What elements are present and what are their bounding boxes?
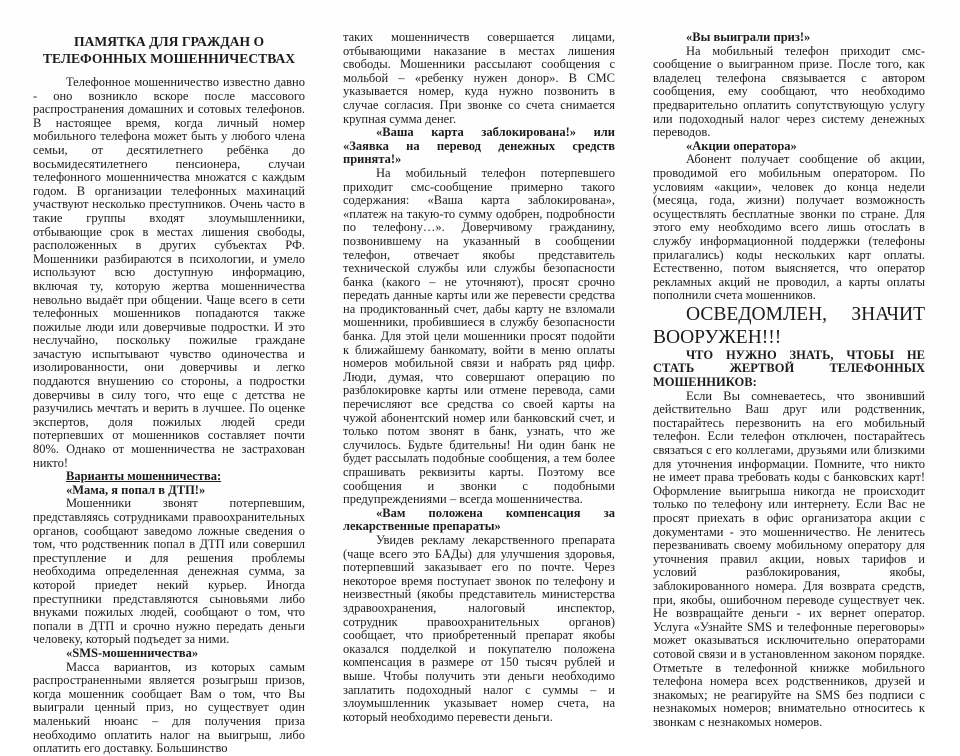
dtp-heading: «Мама, я попал в ДТП!» [66, 482, 206, 497]
page-title-line2: ТЕЛЕФОННЫХ МОШЕННИЧЕСТВАХ [42, 51, 296, 66]
sms-heading: «SMS-мошенничества» [66, 645, 199, 660]
column-1 [33, 31, 305, 756]
card-blocked-paragraph: На мобильный телефон потерпевшего приходит смс-сообщение примерно такого содержания: «Ваша карта заблокирована», «платеж на такую-то сумму одобрен, подробности по телефону…». Доверчивому гражданину, позвонившему на указанный в сообщении телефон, отвечает якобы представитель технической службы или службы безопасности банка (какого – не уточняют), просят срочно передать данные карты или же перевести средства на продиктованный счет, дабы карту не взломали мошенники, пробившиеся в службу безопасности банка. Для этой цели мошенники просят подойти к ближайшему банкомату, войти в меню оплаты номеров мобильной связи и набрать ряд цифр. Люди, думая, что совершают операцию по разблокировке карты или отмене перевода, сами перечисляют все средства со своей карты на чужой абонентский номер или банковский счет, и только потом звонят в банк, узнать, что же случилось. Будьте бдительны! Ни один банк не будет рассылать подобные сообщения, а тем более спрашивать реквизиты карты. Поэтому все сообщения и звонки с подобными предупреждениями – всегда мошенничества. [343, 165, 615, 507]
compensation-heading: «Вам положена компенсация за лекарственные препараты» [343, 505, 615, 534]
dtp-paragraph: Мошенники звонят потерпевшим, представляясь сотрудниками правоохранительных органов, сообщают заведомо ложные сведения о том, что родственник попал в ДТП или совершил преступление и для решения проблемы необходима определенная денежная сумма, за которой приедет некий курьер. Иногда преступники представляются сыновьями либо внуками пожилых людей, сообщают о том, что попали в ДТП и срочно нужно передать деньги человеку, который подъедет за ними. [33, 496, 305, 647]
intro-paragraph: Телефонное мошенничество известно давно - оно возникло вскоре после массового распространения домашних и сотовых телефонов. В настоящее время, когда личный номер мобильного телефона может быть у любого члена семьи, от десятилетнего ребёнка до восьмидесятилетнего пенсионера, случаи телефонного мошенничества множатся с каждым годом. В организации телефонных махинаций участвуют несколько преступников. Очень часто в такие группы входят злоумышленники, отбывающие срок в местах лишения свободы, расположенных в других субъектах РФ. Мошенники разбираются в психологии, и умело используют всю доступную информацию, включая ту, которую жертва мошенничества невольно выдаёт при общении. Чаще всего в сети телефонных мошенников попадаются также пожилые люди или доверчивые подростки. И это неслучайно, поскольку пожилые граждане зачастую испытывают чувство одиночества и изолированности, они доверчивы и легко поддаются внушению со стороны, а подростки доверчивы в силу того, что еще с детства не разучились мечтать и верить в лучшее. По оценке экспертов, доля пожилых людей среди потерпевших от мошенников составляет почти 80%. Однако от мошенничества не застрахован никто! [33, 75, 305, 470]
variants-heading: Варианты мошенничества: [66, 469, 222, 484]
column-3 [653, 30, 925, 729]
operator-promo-paragraph: Абонент получает сообщение об акции, проводимой его мобильным оператором. По условиям «акции», человек до конца недели (месяца, года, жизни) получает возможность осуществлять бесплатные звонки по стране. Для этого ему необходимо всего лишь отослать в службу информационной поддержки (телефоны прилагались) коды нескольких карт оплаты. Естественно, потом выясняется, что оператор рекламных акций не проводил, а карты оплаты пополнили счета мошенников. [653, 152, 925, 303]
page-title [33, 33, 305, 67]
what-to-know-paragraph: Если Вы сомневаетесь, что звонивший действительно Ваш друг или родственник, постарайтесь перезвонить на его мобильный телефон. Если телефон отключен, постарайтесь связаться с его коллегами, друзьями или близкими для уточнения информации. Помните, что никто не имеет права требовать коды с банковских карт! Оформление выигрыша никогда не происходит только по телефону или интернету. Если Вас не просят приехать в офис организатора акции с документами - это мошенничество. Не ленитесь перезванивать своему мобильному оператору для уточнения правил акции, новых тарифов и условий разблокирования, якобы, заблокированного номера. Для возврата средств, при, якобы, ошибочном переводе существует чек. Не возвращайте деньги - их вернет оператор. Услуга «Узнайте SMS и телефонные переговоры» может оказываться исключительно операторами сотовой связи и в установленном законом порядке. Отметьте в телефонной книжке мобильного телефона номера всех родственников, друзей и знакомых; не реагируйте на SMS без подписи с незнакомых номеров; внимательно относитесь к звонкам с незнакомых номеров. [653, 388, 925, 729]
prize-heading: «Вы выиграли приз!» [686, 30, 811, 44]
sms-paragraph: Масса вариантов, из которых самым распространенными является розыгрыш призов, когда мошенник сообщает Вам о том, что Вы выиграли ценный приз, но существует один маленький нюанс – для получения приза необходимо оплатить налог на выигрыш, либо оплатить его доставку. Большинство [33, 659, 305, 756]
prize-paragraph: На мобильный телефон приходит смс-сообщение о выигранном призе. После того, как владелец телефона связывается с автором сообщения, ему сообщают, что необходимо предварительно оплатить сопутствующую услугу или подоходный налог через систему денежных переводов. [653, 43, 925, 140]
operator-promo-heading: «Акции оператора» [686, 138, 797, 153]
sms-continuation-paragraph: таких мошенничеств совершается лицами, отбывающими наказание в местах лишения свободы. Мошенники рассылают сообщения с мольбой – «ребенку нужен донор». В СМС указывается номер, куда нужно позвонить в случае согласия. При звонке со счета снимается крупная сумма денег. [343, 30, 615, 126]
compensation-paragraph: Увидев рекламу лекарственного препарата (чаще всего это БАДы) для улучшения здоровья, потерпевший заказывает его по почте. Через некоторое время поступает звонок по телефону и неизвестный (якобы представитель министерства здравоохранения, налоговый инспектор, сотрудник правоохранительных органов) сообщает, что приобретенный препарат якобы оказался подделкой и покупателю положена компенсация в размере от 150 тысяч рублей и выше. Чтобы получить эти деньги необходимо заплатить подоходный налог с суммы – и злоумышленник указывает номер счета, на который необходимо перевести деньги. [343, 532, 615, 724]
column-2 [343, 30, 615, 724]
forewarned-slogan: ОСВЕДОМЛЕН, ЗНАЧИТ ВООРУЖЕН!!! [653, 303, 925, 348]
page-title-line1: ПАМЯТКА ДЛЯ ГРАЖДАН О [73, 34, 265, 49]
card-blocked-heading: «Ваша карта заблокирована!» или «Заявка на перевод денежных средств принята!» [343, 125, 615, 167]
what-to-know-heading: ЧТО НУЖНО ЗНАТЬ, ЧТОБЫ НЕ СТАТЬ ЖЕРТВОЙ ТЕЛЕФОННЫХ МОШЕННИКОВ: [653, 347, 925, 390]
